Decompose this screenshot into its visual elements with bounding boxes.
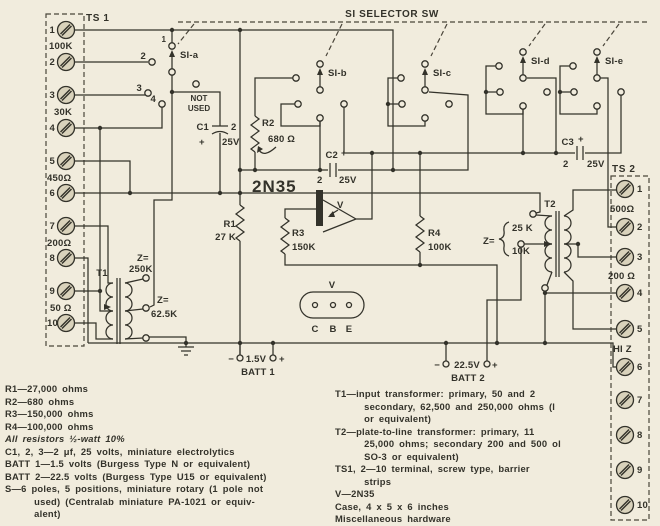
- t2-z: Z=: [483, 236, 495, 247]
- ts2-n7: 7: [637, 395, 643, 406]
- ts1-tap-100k: 100K: [49, 41, 73, 52]
- batt2-voltage: 22.5V: [454, 360, 480, 371]
- socket-designator: V: [328, 280, 336, 291]
- r2-value: 680 Ω: [268, 134, 296, 145]
- resistor-r2: [251, 116, 295, 153]
- parts-line: BATT 2—22.5 volts (Burgess Type U15 or equivalent): [5, 470, 267, 482]
- parts-list-right: [335, 388, 611, 526]
- c3-uf: 2: [563, 159, 569, 170]
- t1-z1: Z=: [137, 253, 149, 264]
- parts-line: All resistors ½-watt 10%: [5, 433, 125, 445]
- switch-si-e: [570, 49, 624, 109]
- t2-z2-value: 10K: [512, 246, 531, 257]
- battery-2: [434, 360, 498, 384]
- ts2-terminal-strip: [608, 164, 649, 520]
- ts1-tap-450: 450Ω: [47, 173, 72, 184]
- socket-pin-e: E: [345, 324, 353, 335]
- c1-ref: C1: [196, 122, 209, 133]
- batt1-voltage: 1.5V: [245, 354, 267, 365]
- t1-z2-value: 62.5K: [151, 309, 178, 320]
- ts2-n1: 1: [637, 184, 643, 195]
- parts-line: R3—150,000 ohms: [5, 408, 94, 420]
- socket-pin-b: B: [329, 324, 337, 335]
- ts2-n4: 4: [637, 288, 643, 299]
- ts2-n5: 5: [637, 324, 643, 335]
- capacitor-c2: [317, 148, 357, 186]
- si-d-label: SI-d: [531, 56, 550, 67]
- t1-label: T1: [96, 268, 108, 279]
- ts1-n8: 8: [49, 253, 55, 264]
- socket-pin-c: C: [311, 324, 319, 335]
- si-b-label: SI-b: [328, 68, 347, 79]
- selector-sw-label: SI SELECTOR SW: [345, 9, 439, 20]
- ts1-n10: 10: [47, 318, 58, 329]
- ts1-tap-30k: 30K: [54, 107, 73, 118]
- ts1-label: TS 1: [86, 13, 110, 24]
- si-c-label: SI-c: [433, 68, 452, 79]
- r3-ref: R3: [292, 228, 305, 239]
- ts2-n6: 6: [637, 362, 643, 373]
- parts-line: R1—27,000 ohms: [5, 383, 89, 394]
- parts-line: 25,000 ohms; secondary 200 and 500 ol: [335, 438, 561, 450]
- ts1-n4: 4: [49, 123, 55, 134]
- parts-line: used) (Centralab miniature PA-1021 or equiv-: [5, 495, 256, 507]
- t2-z1-value: 25 K: [512, 223, 533, 234]
- si-a-4: 4: [150, 94, 156, 105]
- resistor-r3: [281, 218, 316, 254]
- c2-volts: 25V: [339, 175, 357, 186]
- ts2-tap-500: 500Ω: [610, 204, 635, 215]
- r4-ref: R4: [428, 228, 441, 239]
- t1-z1-value: 250K: [129, 264, 153, 275]
- transistor-designator: V: [337, 200, 344, 211]
- parts-line: V—2N35: [335, 488, 375, 500]
- transistor-socket: [300, 280, 364, 335]
- parts-line: C1, 2, 3—2 μf, 25 volts, miniature electrolytics: [5, 445, 235, 457]
- capacitor-c3: [561, 134, 605, 170]
- not-used-label1: NOT: [190, 94, 208, 103]
- ts2-n3: 3: [637, 252, 643, 263]
- batt1-plus: +: [279, 354, 285, 365]
- ts1-n2: 2: [49, 57, 55, 68]
- selector-switch-bus: [178, 9, 648, 56]
- parts-list-left: [5, 383, 335, 521]
- si-e-label: SI-e: [605, 56, 624, 67]
- parts-line: R2—680 ohms: [5, 395, 75, 407]
- transformer-t2: [483, 199, 571, 291]
- transistor-type-label: 2N35: [252, 177, 297, 196]
- c1-plus: +: [199, 137, 205, 148]
- transistor-2n35: [252, 177, 344, 226]
- si-a-label: SI-a: [180, 50, 199, 61]
- ts1-tap-50: 50 Ω: [50, 303, 72, 314]
- si-a-3: 3: [136, 83, 142, 94]
- t1-z2: Z=: [157, 295, 169, 306]
- ground-symbol: [178, 347, 194, 355]
- batt2-minus: −: [434, 360, 440, 371]
- ts2-tap-hiz: HI Z: [613, 344, 632, 355]
- parts-line: Miscellaneous hardware: [335, 513, 451, 525]
- parts-line: BATT 1—1.5 volts (Burgess Type N or equivalent): [5, 458, 251, 470]
- batt2-label: BATT 2: [451, 373, 485, 384]
- ts1-n6: 6: [49, 188, 55, 199]
- resistor-r4: [416, 216, 452, 253]
- parts-line: S—6 poles, 5 positions, miniature rotary (1 pole not: [5, 483, 264, 495]
- ts1-n3: 3: [49, 90, 55, 101]
- ts2-n9: 9: [637, 465, 643, 476]
- c1-volts: 25V: [222, 137, 240, 148]
- parts-line: SO-3 or equivalent): [335, 450, 459, 462]
- parts-line: T1—input transformer: primary, 50 and 2: [335, 388, 536, 399]
- si-a-1: 1: [161, 35, 166, 44]
- c3-plus: +: [578, 134, 584, 145]
- r4-value: 100K: [428, 242, 452, 253]
- not-used-label2: USED: [187, 104, 211, 113]
- c3-volts: 25V: [587, 159, 605, 170]
- ts2-tap-200: 200 Ω: [608, 271, 636, 282]
- c1-uf: 2: [231, 122, 237, 133]
- c2-ref: C2: [325, 150, 338, 161]
- resistor-r1: [215, 205, 244, 243]
- ts1-n5: 5: [49, 156, 55, 167]
- c2-uf: 2: [317, 175, 323, 186]
- parts-line: secondary, 62,500 and 250,000 ohms (l: [335, 400, 556, 412]
- si-a-2: 2: [140, 51, 146, 62]
- r1-value: 27 K: [215, 232, 236, 243]
- ts2-label: TS 2: [612, 164, 636, 175]
- ts2-n8: 8: [637, 430, 643, 441]
- parts-line: alent): [5, 508, 61, 520]
- battery-1: [228, 354, 285, 378]
- ts1-n9: 9: [49, 286, 55, 297]
- parts-line: R4—100,000 ohms: [5, 420, 94, 432]
- switch-si-a: [137, 35, 211, 113]
- r1-ref: R1: [223, 219, 236, 230]
- c2-plus: +: [341, 148, 347, 159]
- batt1-label: BATT 1: [241, 367, 275, 378]
- t2-label: T2: [544, 199, 556, 210]
- switch-si-c: [398, 61, 452, 121]
- parts-line: strips: [335, 475, 392, 487]
- c3-ref: C3: [561, 137, 574, 148]
- batt1-minus: −: [228, 354, 234, 365]
- batt2-plus: +: [492, 360, 498, 371]
- parts-line: TS1, 2—10 terminal, screw type, barrier: [335, 463, 530, 475]
- r3-value: 150K: [292, 242, 316, 253]
- ts1-n1: 1: [49, 25, 55, 36]
- parts-line: Case, 4 x 5 x 6 inches: [335, 500, 449, 512]
- r2-ref: R2: [262, 118, 275, 129]
- switch-si-d: [496, 49, 550, 109]
- capacitor-c1: [196, 122, 240, 148]
- switch-si-b: [293, 61, 347, 121]
- ts2-n2: 2: [637, 222, 643, 233]
- parts-line: or equivalent): [335, 413, 432, 425]
- parts-line: T2—plate-to-line transformer: primary, 11: [335, 425, 535, 437]
- ts1-tap-200: 200Ω: [47, 238, 72, 249]
- ts2-n10: 10: [637, 500, 648, 511]
- ts1-n7: 7: [49, 221, 55, 232]
